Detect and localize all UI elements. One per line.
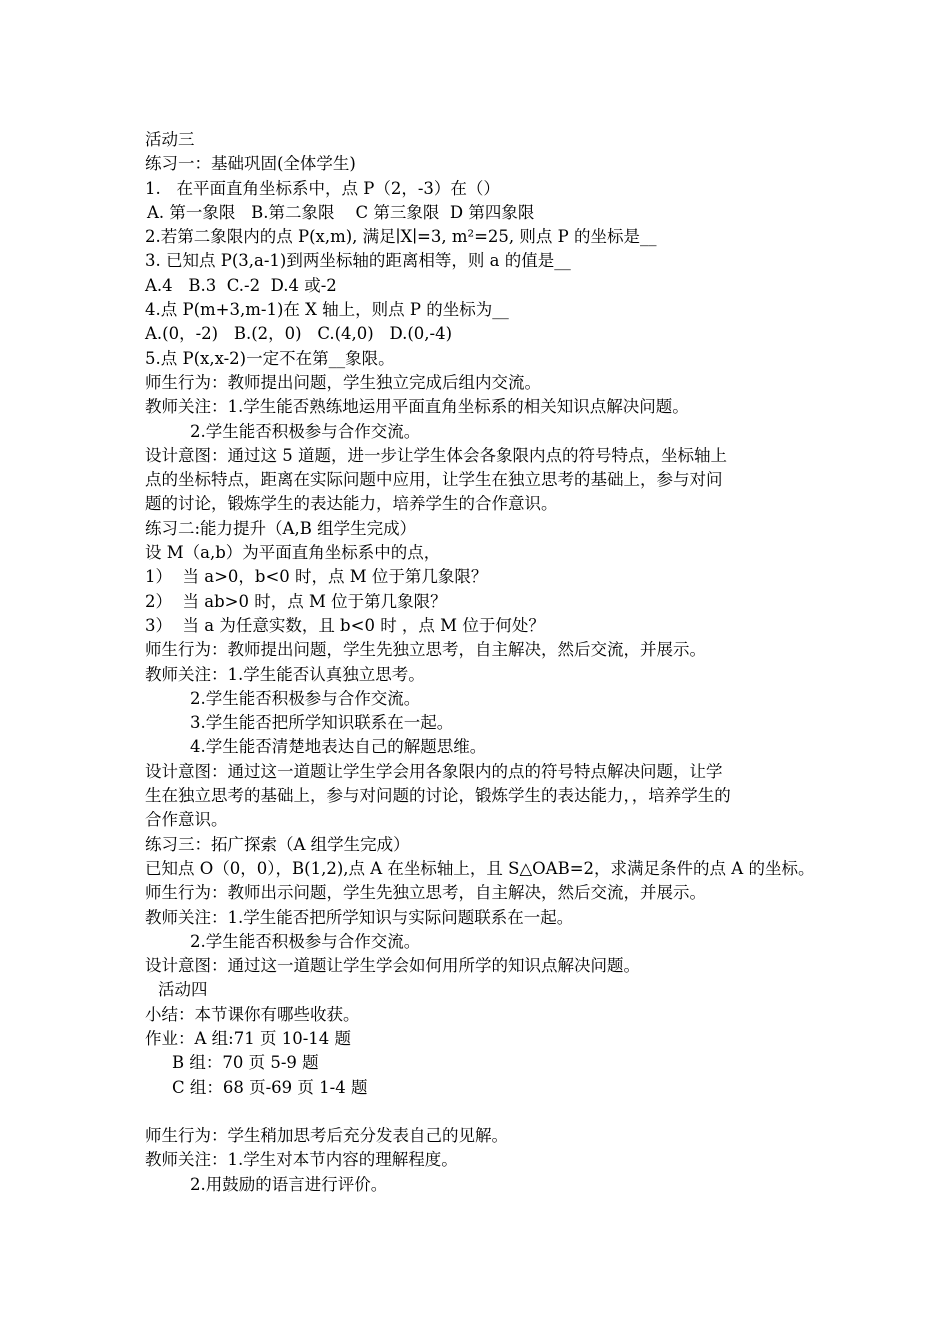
exercise-2-item-1: 1） 当 a>0，b<0 时，点 M 位于第几象限？ (145, 567, 488, 587)
question-4-options: A.(0，-2) B.(2，0) C.(4,0) D.(0,-4) (145, 324, 453, 344)
question-4: 4.点 P(m+3,m-1)在 X 轴上，则点 P 的坐标为__ (145, 300, 509, 320)
exercise-1-heading: 练习一：基础巩固(全体学生) (145, 154, 356, 174)
teacher-student-behavior-4: 师生行为：学生稍加思考后充分发表自己的见解。 (145, 1126, 508, 1146)
teacher-focus-3-item-2: 2.学生能否积极参与合作交流。 (190, 931, 421, 951)
homework-group-a: 作业：A 组:71 页 10-14 题 (145, 1028, 352, 1048)
question-1-options: A. 第一象限 B.第二象限 C 第三象限 D 第四象限 (147, 202, 535, 222)
question-3-options: A.4 B.3 C.-2 D.4 或-2 (145, 275, 337, 295)
question-2: 2.若第二象限内的点 P(x,m), 满足∣X∣=3, m²=25, 则点 P 的坐标是__ (145, 227, 657, 247)
teacher-focus-1: 教师关注：1.学生能否熟练地运用平面直角坐标系的相关知识点解决问题。 (145, 397, 689, 417)
design-intent-1-line-1: 设计意图：通过这 5 道题，进一步让学生体会各象限内点的符号特点，坐标轴上 (145, 445, 727, 465)
teacher-focus-2: 教师关注：1.学生能否认真独立思考。 (145, 664, 425, 684)
exercise-2-intro: 设 M（a,b）为平面直角坐标系中的点， (145, 543, 441, 563)
exercise-3-question: 已知点 O（0，0），B(1,2),点 A 在坐标轴上，且 S△OAB=2，求满足条件的点 A 的坐标。 (145, 858, 815, 878)
design-intent-2-line-2: 生在独立思考的基础上，参与对问题的讨论，锻炼学生的表达能力，，培养学生的 (145, 786, 731, 806)
exercise-2-item-3: 3） 当 a 为任意实数，且 b<0 时 ，点 M 位于何处？ (145, 615, 545, 635)
design-intent-1-line-2: 点的坐标特点，距离在实际问题中应用，让学生在独立思考的基础上，参与对问 (145, 470, 723, 490)
homework-group-b: B 组：70 页 5-9 题 (172, 1053, 319, 1073)
design-intent-2-line-1: 设计意图：通过这一道题让学生学会用各象限内的点的符号特点解决问题，让学 (145, 761, 723, 781)
section-title-activity-4: 活动四 (158, 980, 208, 1000)
question-1: 1. 在平面直角坐标系中，点 P（2，-3）在（） (145, 178, 500, 198)
teacher-focus-2-item-4: 4.学生能否清楚地表达自己的解题思维。 (190, 737, 487, 757)
teacher-focus-1-item-2: 2.学生能否积极参与合作交流。 (190, 421, 421, 441)
exercise-3-heading: 练习三：拓广探索（A 组学生完成） (145, 834, 410, 854)
design-intent-2-line-3: 合作意识。 (145, 810, 228, 830)
teacher-focus-2-item-2: 2.学生能否积极参与合作交流。 (190, 688, 421, 708)
exercise-2-heading: 练习二:能力提升（A,B 组学生完成） (145, 518, 417, 538)
teacher-student-behavior-2: 师生行为：教师提出问题，学生先独立思考，自主解决，然后交流，并展示。 (145, 640, 706, 660)
question-5: 5.点 P(x,x-2)一定不在第__象限。 (145, 348, 395, 368)
teacher-student-behavior-3: 师生行为：教师出示问题，学生先独立思考，自主解决，然后交流，并展示。 (145, 883, 706, 903)
design-intent-3: 设计意图：通过这一道题让学生学会如何用所学的知识点解决问题。 (145, 956, 640, 976)
blank-line (0, 1100, 950, 1124)
teacher-focus-4: 教师关注：1.学生对本节内容的理解程度。 (145, 1150, 458, 1170)
teacher-focus-2-item-3: 3.学生能否把所学知识联系在一起。 (190, 713, 454, 733)
design-intent-1-line-3: 题的讨论，锻炼学生的表达能力，培养学生的合作意识。 (145, 494, 558, 514)
exercise-2-item-2: 2） 当 ab>0 时，点 M 位于第几象限？ (145, 591, 447, 611)
summary: 小结：本节课你有哪些收获。 (145, 1004, 360, 1024)
teacher-student-behavior-1: 师生行为：教师提出问题，学生独立完成后组内交流。 (145, 372, 541, 392)
section-title-activity-3: 活动三 (145, 130, 195, 149)
document-body (0, 128, 950, 1197)
teacher-focus-4-item-2: 2.用鼓励的语言进行评价。 (190, 1174, 388, 1194)
question-3: 3. 已知点 P(3,a-1)到两坐标轴的距离相等，则 a 的值是__ (145, 251, 571, 271)
teacher-focus-3: 教师关注：1.学生能否把所学知识与实际问题联系在一起。 (145, 907, 574, 927)
homework-group-c: C 组：68 页-69 页 1-4 题 (172, 1077, 368, 1097)
